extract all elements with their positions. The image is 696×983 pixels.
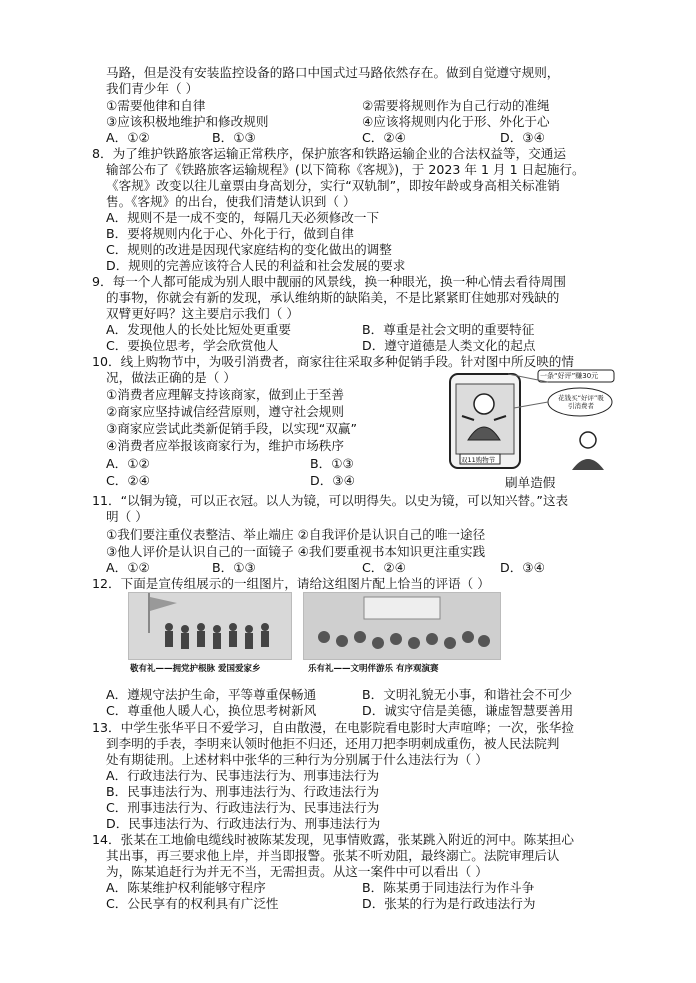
q11-option-b[interactable]: B．①③ [212,560,256,575]
q7-option-c[interactable]: C．②④ [362,130,406,145]
q9-option-c[interactable]: C．要换位思考，学会欣赏他人 [106,338,279,353]
q8-stem-line-3: 《客规》改变以往儿童票由身高划分，实行“双轨制”，即按年龄或身高相关标准销 [106,178,560,193]
q14-stem-line-3: 为，陈某追赶行为并无不当，无需担责。从这一案件中可以看出（ ） [106,864,488,879]
q14-option-a[interactable]: A．陈某维护权利能够守程序 [106,880,266,895]
q7-option-d[interactable]: D．③④ [500,130,545,145]
q12-photo-2-illustration [304,593,500,659]
q10-cartoon-tag-2: 花钱买“好评”吸引消费者 [558,394,604,410]
q13-option-d[interactable]: D．民事违法行为、行政违法行为、刑事违法行为 [106,816,381,831]
q8-option-a[interactable]: A．规则不是一成不变的，每隔几天必须修改一下 [106,210,380,225]
q7-statement-3: ③应该积极地维护和修改规则 [106,114,269,129]
q7-statement-4: ④应该将规则内化于形、外化于心 [362,114,550,129]
q9-option-a[interactable]: A．发现他人的长处比短处更重要 [106,322,291,337]
q9-stem-line-3: 双臂更好吗？这主要启示我们（ ） [106,306,299,321]
q9-stem-line-1: 9．每一个人都可能成为别人眼中靓丽的风景线，换一种眼光，换一种心情去看待周围 [92,274,566,289]
q12-photo-1-caption: 敬有礼——拥党护根脉 爱国爱家乡 [130,664,261,674]
q9-stem-line-2: 的事物，你就会有新的发现，承认维纳斯的缺陷美，不是比紧紧盯住她那对残缺的 [106,290,560,305]
q12-option-b[interactable]: B．文明礼貌无小事，和谐社会不可少 [362,687,573,702]
q12-option-d[interactable]: D．诚实守信是美德，谦虚智慧要善用 [362,703,574,718]
q11-stem-line-2: 明（ ） [106,509,148,524]
q10-option-a[interactable]: A．①② [106,456,150,471]
q10-cartoon [448,368,616,470]
q7-option-b[interactable]: B．①③ [212,130,256,145]
q7-option-a[interactable]: A．①② [106,130,150,145]
q8-option-b[interactable]: B．要将规则内化于心、外化于行，做到自律 [106,226,354,241]
q14-option-b[interactable]: B．陈某勇于同违法行为作斗争 [362,880,535,895]
q10-stem-line-2: 况，做法正确的是（ ） [106,370,236,385]
q7-statement-1: ①需要他律和自律 [106,98,206,113]
q14-stem-line-1: 14．张某在工地偷电缆线时被陈某发现，见事情败露，张某跳入附近的河中。陈某担心 [92,832,574,847]
q11-statements-1-2: ①我们要注重仪表整洁、举止端庄 ②自我评价是认识自己的唯一途径 [106,527,486,542]
q10-statement-4: ④消费者应举报该商家行为，维护市场秩序 [106,438,344,453]
q13-stem-line-3: 处有期徒刑。上述材料中张华的三种行为分别属于什么违法行为（ ） [106,752,488,767]
q12-photo-1 [128,592,292,660]
q8-option-c[interactable]: C．规则的改进是因现代家庭结构的变化做出的调整 [106,242,392,257]
q11-stem-line-1: 11．“以铜为镜，可以正衣冠。以人为镜，可以明得失。以史为镜，可以知兴替。”这表 [92,493,569,508]
q10-option-c[interactable]: C．②④ [106,473,150,488]
q10-statement-1: ①消费者应理解支持该商家，做到止于至善 [106,387,344,402]
q10-option-b[interactable]: B．①③ [310,456,354,471]
q10-cartoon-caption: 刷单造假 [505,475,556,490]
q13-option-c[interactable]: C．刑事违法行为、行政违法行为、民事违法行为 [106,800,380,815]
q11-statements-3-4: ③他人评价是认识自己的一面镜子 ④我们要重视书本知识更注重实践 [106,544,486,559]
q9-option-d[interactable]: D．遵守道德是人类文化的起点 [362,338,536,353]
q8-stem-line-4: 售。《客规》的出台，使我们清楚认识到（ ） [106,194,356,209]
q7-statement-2: ②需要将规则作为自己行动的准绳 [362,98,550,113]
q14-option-d[interactable]: D．张某的行为是行政违法行为 [362,896,536,911]
q11-option-d[interactable]: D．③④ [500,560,545,575]
q10-statement-2: ②商家应坚持诚信经营原则，遵守社会规则 [106,404,344,419]
q8-stem-line-1: 8．为了维护铁路旅客运输正常秩序，保护旅客和铁路运输企业的合法权益等，交通运 [92,146,566,161]
q9-option-b[interactable]: B．尊重是社会文明的重要特征 [362,322,535,337]
q8-stem-line-2: 输部公布了《铁路旅客运输规程》(以下简称《客规》)，于 2023 年 1 月 1 日起施行。 [106,162,585,177]
q14-stem-line-2: 其出事，再三要求他上岸，并当即报警。张某不听劝阻，最终溺亡。法院审理后认 [106,848,560,863]
q11-option-a[interactable]: A．①② [106,560,150,575]
q7-stem-line-1: 马路，但是没有安装监控设备的路口中国式过马路依然存在。做到自觉遵守规则， [106,65,560,80]
q13-stem-line-2: 到李明的手表，李明来认领时他拒不归还，还用刀把李明刺成重伤，被人民法院判 [106,736,560,751]
q13-stem-line-1: 13．中学生张华平日不爱学习，自由散漫，在电影院看电影时大声喧哗；一次，张华捡 [92,720,574,735]
q10-option-d[interactable]: D．③④ [310,473,355,488]
q8-option-d[interactable]: D．规则的完善应该符合人民的利益和社会发展的要求 [106,258,406,273]
q10-statement-3: ③商家应尝试此类新促销手段，以实现“双赢” [106,421,358,436]
q10-cartoon-tag-1: 一条“好评”赚30元 [540,372,599,380]
q12-stem-line-1: 12．下面是宣传组展示的一组图片，请给这组图片配上恰当的评语（ ） [92,576,490,591]
q12-option-a[interactable]: A．遵规守法护生命，平等尊重保畅通 [106,687,317,702]
q7-stem-line-2: 我们青少年（ ） [106,81,199,96]
q12-photo-1-illustration [129,593,291,659]
q13-option-b[interactable]: B．民事违法行为、刑事违法行为、行政违法行为 [106,784,380,799]
q13-option-a[interactable]: A．行政违法行为、民事违法行为、刑事违法行为 [106,768,380,783]
q10-cartoon-banner: 双11购物节 [461,456,496,464]
q12-photo-2-caption: 乐有礼——文明伴游乐 有序观演赛 [308,664,439,674]
q11-option-c[interactable]: C．②④ [362,560,406,575]
q10-stem-line-1: 10．线上购物节中，为吸引消费者，商家往往采取多种促销手段。针对图中所反映的情 [92,354,574,369]
q14-option-c[interactable]: C．公民享有的权利具有广泛性 [106,896,279,911]
q12-photo-2 [303,592,501,660]
q12-option-c[interactable]: C．尊重他人暖人心，换位思考树新风 [106,703,317,718]
